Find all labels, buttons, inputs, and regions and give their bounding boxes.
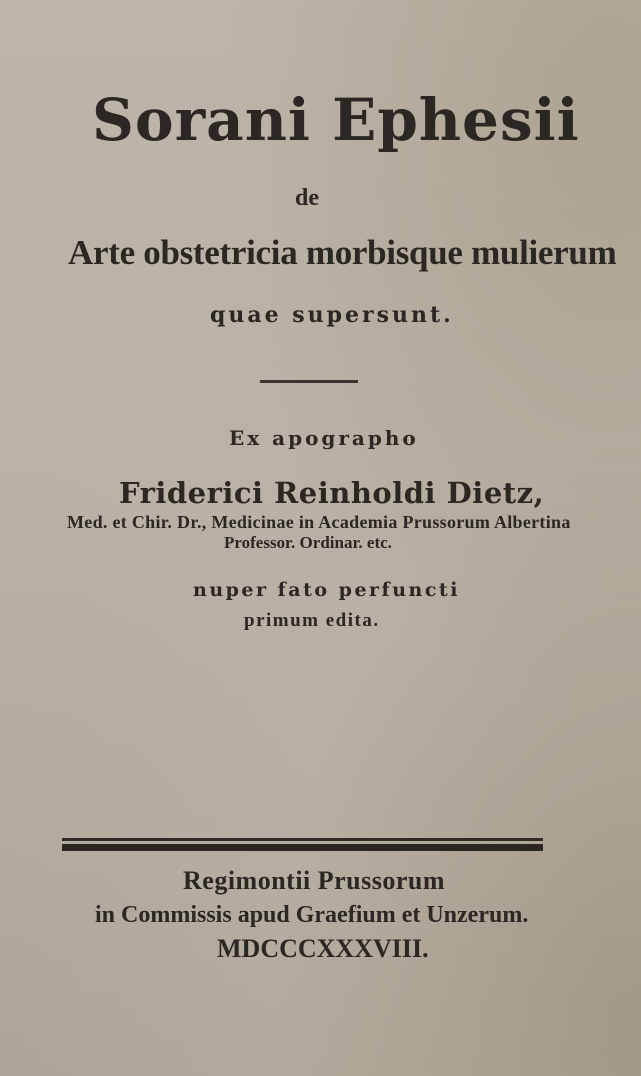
title-line-2: Arte obstetricia morbisque mulierum [68, 233, 617, 272]
note-line-1: nuper fato perfuncti [193, 579, 460, 601]
double-divider-thin-rule [62, 838, 543, 841]
title-de: de [295, 185, 319, 211]
short-divider [260, 380, 358, 383]
imprint-place: Regimontii Prussorum [183, 866, 446, 895]
imprint-publisher: in Commissis apud Graefium et Unzerum. [95, 902, 529, 928]
author-affiliation-1: Med. et Chir. Dr., Medicinae in Academia Prussorum Albertina [67, 512, 571, 532]
author-affiliation-2: Professor. Ordinar. etc. [224, 533, 392, 552]
note-line-2: primum edita. [244, 610, 380, 631]
author-name: Friderici Reinholdi Dietz, [119, 476, 545, 510]
title-line-1: Sorani Ephesii [92, 86, 580, 154]
imprint-year: MDCCCXXXVIII. [217, 934, 429, 963]
source-intro: Ex apographo [229, 426, 419, 450]
double-divider [62, 838, 543, 852]
title-line-3: quae supersunt. [210, 302, 454, 328]
double-divider-thick-rule [62, 844, 543, 851]
